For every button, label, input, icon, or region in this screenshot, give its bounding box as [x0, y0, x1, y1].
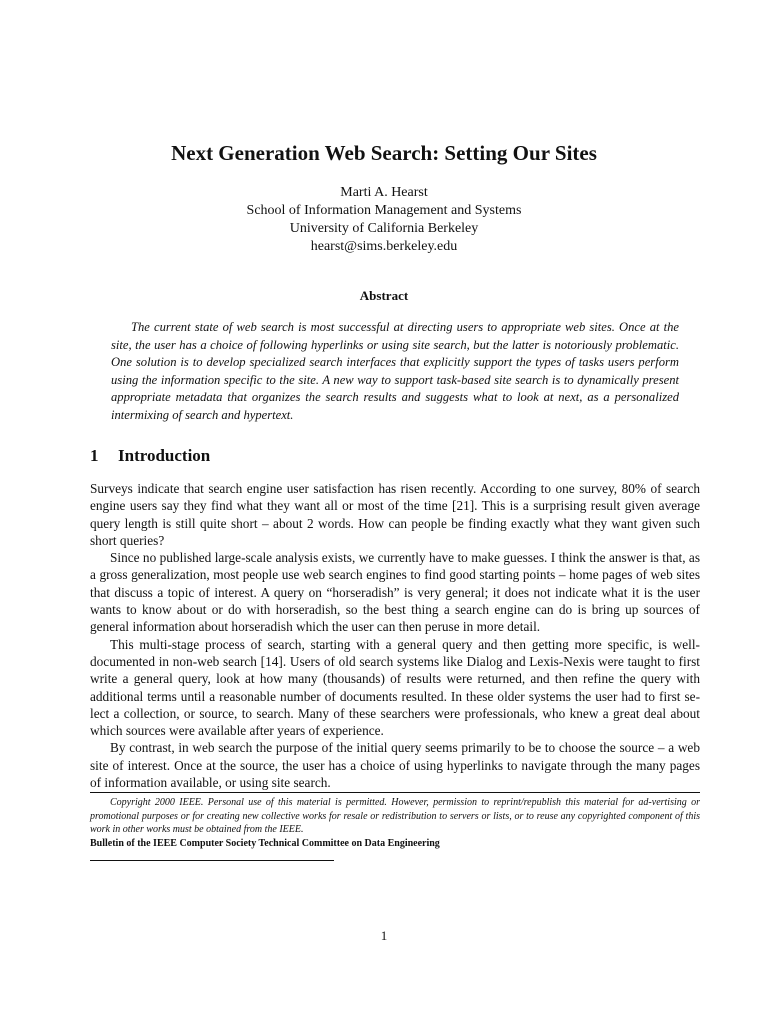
copyright-notice: Copyright 2000 IEEE. Personal use of this material is permitted. However, permission to reprint/republish this material for ad-vertising or promotional purposes or for creating new collective works for resale or redistribution to servers or lists, or to reuse any copyrighted component of this work in other works must be obtained from the IEEE.	[90, 797, 700, 835]
body-paragraph: This multi-stage process of search, starting with a general query and then getting more specific, is well-documented in non-web search [14]. Users of old search systems like Dialog and Lexis-Nexis were taught to first write a general query, look at how many (thousands) of results were returned, and then refine the query with additional terms until a reasonable number of documents resulted. In these older systems the user had to first se-lect a collection, or source, to search. Many of these searchers were professionals, who knew a great deal about which sources were available after years of experience.	[90, 636, 700, 739]
section-body	[90, 480, 700, 791]
section-number: 1	[90, 446, 99, 465]
footnote-end-rule	[90, 860, 334, 861]
paper-title: Next Generation Web Search: Setting Our Sites	[171, 141, 597, 165]
abstract-heading: Abstract	[359, 288, 409, 303]
section-title: Introduction	[118, 446, 211, 465]
body-paragraph: Surveys indicate that search engine user satisfaction has risen recently. According to one survey, 80% of search engine users say they find what they want all or most of the time [21]. This is a surprising result given average query length is still quite short – about 2 words. How can people be finding exactly what they want given such short queries?	[90, 481, 700, 548]
section-heading	[90, 445, 210, 467]
author-institution: University of California Berkeley	[289, 221, 479, 236]
abstract-text: The current state of web search is most successful at directing users to appropriate web sites. Once at the site, the user has a choice of following hyperlinks or using site search, but the latter is notoriously problematic. One solution is to develop specialized search interfaces that explicitly support the types of tasks users perform using the information specific to the site. A new way to support task-based site search is to dynamically present appropriate metadata that organizes the search results and suggests what to look at next, as a personalized intermixing of search and hypertext.	[111, 320, 679, 422]
body-paragraph: Since no published large-scale analysis exists, we currently have to make guesses. I think the answer is that, as a gross generalization, most people use web search engines to find good starting points – home pages of web sites that discuss a topic of interest. A query on “horseradish” is very general; it does not indicate what it is the user wants to know about or do with horseradish, so the best thing a search engine can do is bring up sources of general information about horseradish which the user can then peruse in more detail.	[90, 550, 700, 635]
bulletin-name: Bulletin of the IEEE Computer Society Technical Committee on Data Engineering	[90, 837, 440, 849]
author-department: School of Information Management and Systems	[246, 203, 522, 218]
author-name: Marti A. Hearst	[340, 185, 428, 200]
body-paragraph: By contrast, in web search the purpose of the initial query seems primarily to be to choose the source – a web site of interest. Once at the source, the user has a choice of using hyperlinks to navigate through the many pages of information available, or using site search.	[90, 740, 700, 791]
page-number: 1	[380, 928, 388, 943]
author-block	[0, 184, 768, 256]
author-email: hearst@sims.berkeley.edu	[310, 239, 458, 254]
footnote-divider	[90, 792, 700, 793]
footnote	[90, 796, 700, 850]
